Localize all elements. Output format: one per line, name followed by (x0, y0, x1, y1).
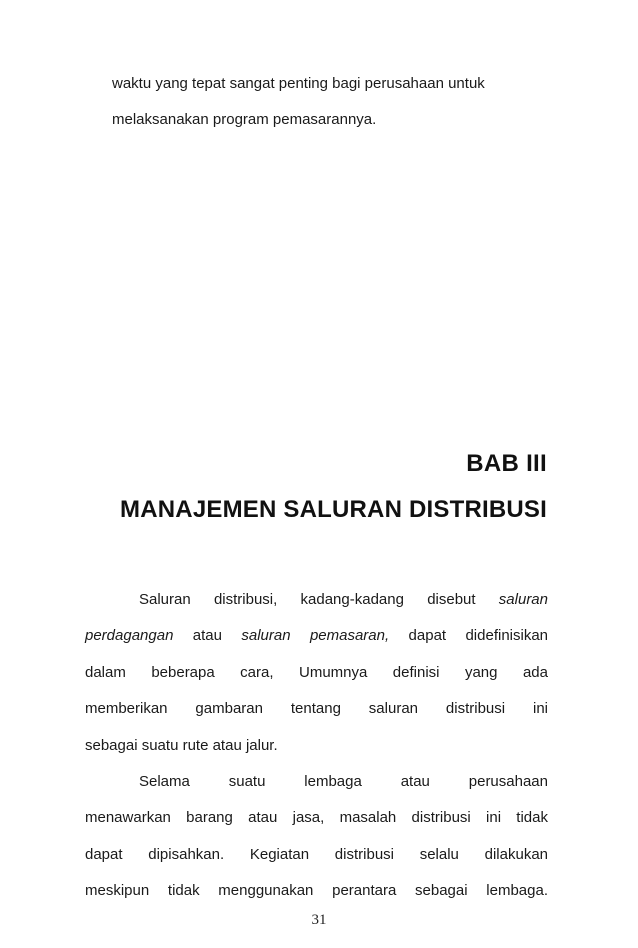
chapter-label: BAB III (466, 450, 547, 477)
italic-term: perdagangan (85, 627, 174, 644)
text-span: Saluran distribusi, kadang-kadang disebut (139, 591, 499, 608)
italic-term: saluran (498, 591, 548, 608)
paragraph-1-line-2 (85, 626, 548, 646)
paragraph-1-line-5: sebagai suatu rute atau jalur. (85, 737, 278, 754)
paragraph-2-line-2: menawarkan barang atau jasa, masalah distribusi ini tidak (85, 809, 548, 826)
continued-text-line-2: melaksanakan program pemasarannya. (112, 111, 377, 128)
continued-text-line-1: waktu yang tepat sangat penting bagi perusahaan untuk (112, 75, 485, 92)
text-span: dapat didefinisikan (389, 627, 549, 644)
italic-term: saluran pemasaran, (241, 627, 390, 644)
page-number: 31 (311, 912, 327, 928)
paragraph-2-line-1: Selama suatu lembaga atau perusahaan (139, 773, 548, 790)
paragraph-2-line-4: meskipun tidak menggunakan perantara sebagai lembaga. (85, 882, 548, 899)
text-span: atau (173, 627, 242, 644)
paragraph-1-line-1 (85, 590, 548, 610)
paragraph-2-line-3: dapat dipisahkan. Kegiatan distribusi selalu dilakukan (85, 846, 548, 863)
paragraph-1-line-3: dalam beberapa cara, Umumnya definisi yang ada (85, 664, 548, 681)
chapter-title: MANAJEMEN SALURAN DISTRIBUSI (120, 496, 547, 523)
paragraph-1-line-4: memberikan gambaran tentang saluran distribusi ini (85, 700, 548, 717)
